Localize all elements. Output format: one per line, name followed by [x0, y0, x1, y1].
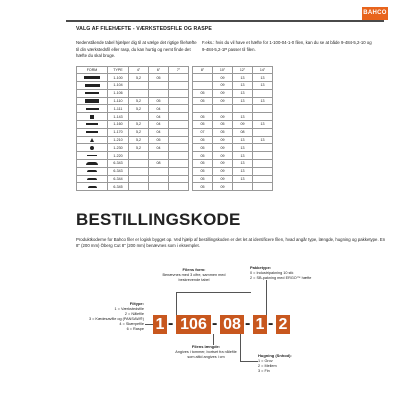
code-part-pack: 2 — [276, 315, 290, 334]
type-cell: 6-343 — [108, 159, 129, 167]
type-cell: 1-100 — [108, 74, 129, 82]
label-length — [175, 345, 237, 360]
size-cell: 09 — [213, 152, 233, 160]
size-cell — [193, 74, 213, 82]
size-cell — [169, 136, 189, 144]
connector-cut — [240, 334, 241, 361]
label-filetype — [88, 302, 144, 331]
size-cell: 05 — [213, 120, 233, 128]
table-row — [77, 128, 273, 136]
table-row — [77, 89, 273, 97]
size-cell: 05 — [193, 97, 213, 105]
size-cell: 04 — [149, 128, 169, 136]
type-cell: 1-104 — [108, 81, 129, 89]
size-cell — [253, 128, 273, 136]
size-cell — [129, 152, 149, 160]
file-profile-icon — [86, 162, 98, 165]
type-cell: 1-106 — [108, 89, 129, 97]
type-cell: 1-170 — [108, 128, 129, 136]
size-cell: 13 — [233, 152, 253, 160]
size-cell — [253, 113, 273, 121]
handle-selection-table — [76, 66, 273, 191]
size-cell — [169, 74, 189, 82]
size-cell — [129, 183, 149, 191]
size-cell: 09 — [213, 167, 233, 175]
size-cell: 13 — [233, 167, 253, 175]
size-cell — [129, 89, 149, 97]
code-part-form: 106 — [176, 315, 211, 334]
label-length-text: Angives i tommer, bortset fra nålefile som altid angives i cm — [175, 349, 237, 359]
size-cell: 13 — [233, 159, 253, 167]
table-row — [77, 81, 273, 89]
size-cell — [149, 175, 169, 183]
file-profile-icon — [85, 99, 99, 102]
size-cell: 04 — [149, 120, 169, 128]
table-row — [77, 144, 273, 152]
file-profile-icon — [87, 155, 97, 157]
code-dash: - — [168, 315, 174, 332]
size-cell: 05 — [193, 175, 213, 183]
size-cell: 09 — [213, 175, 233, 183]
size-cell: 5,2 — [129, 97, 149, 105]
form-cell — [77, 89, 108, 97]
order-code-paragraph: Produktkoderne for Bahco filer er logisk bygget op. Ved hjælp af bestillingskoden er det let at identificere filen, hvad angår type, længde, hugning og pakketype. En 8" (200 mm) Öberg Cut 8" (200 mm) benævnes som i eksemplet. — [76, 237, 386, 249]
col-header-10: 10" — [213, 67, 233, 74]
file-profile-icon — [84, 76, 100, 79]
size-cell: 13 — [233, 175, 253, 183]
size-cell — [169, 175, 189, 183]
size-cell: 09 — [213, 81, 233, 89]
form-cell — [77, 136, 108, 144]
type-cell: 6-345 — [108, 183, 129, 191]
size-cell: 13 — [233, 113, 253, 121]
size-cell: 09 — [213, 183, 233, 191]
code-part-cut: 1 — [253, 315, 267, 334]
label-type-text: 1 = Værkstedsfile 2 = Nålefile 3 = Kædesavfile og (PANSAW®) 4 = Skærpefile 6 = Raspe — [88, 306, 144, 331]
table-row — [77, 120, 273, 128]
size-cell — [253, 159, 273, 167]
table-row — [77, 175, 273, 183]
size-cell: 5,2 — [129, 144, 149, 152]
size-cell: 05 — [193, 152, 213, 160]
label-length-title: Filens længde: — [191, 344, 221, 349]
form-cell — [77, 74, 108, 82]
size-cell: 09 — [213, 159, 233, 167]
size-cell: 04 — [149, 113, 169, 121]
size-cell: 13 — [233, 89, 253, 97]
size-cell: 5,2 — [129, 105, 149, 113]
size-cell: 13 — [233, 136, 253, 144]
header-rule — [66, 20, 384, 22]
size-cell — [169, 152, 189, 160]
size-cell: 05 — [193, 183, 213, 191]
size-cell: 09 — [213, 144, 233, 152]
size-cell: 5,2 — [129, 74, 149, 82]
size-cell: 04 — [149, 105, 169, 113]
size-cell — [149, 81, 169, 89]
col-header-7: 7" — [169, 67, 189, 74]
file-profile-icon — [86, 123, 98, 125]
section-title: VALG AF FILEHÆFTE - VÆRKSTEDSFILE OG RASPE — [76, 26, 212, 32]
code-dash: - — [245, 315, 251, 332]
table-row — [77, 105, 273, 113]
label-type-title: Filtype: — [129, 301, 144, 306]
form-cell — [77, 159, 108, 167]
connector-type — [145, 324, 153, 325]
size-cell: 04 — [149, 144, 169, 152]
type-cell: 1-110 — [108, 97, 129, 105]
type-cell: 1-230 — [108, 144, 129, 152]
connector-pack — [266, 280, 267, 315]
form-cell — [77, 128, 108, 136]
size-cell: 05 — [193, 159, 213, 167]
size-cell: 05 — [213, 128, 233, 136]
size-cell — [169, 113, 189, 121]
size-cell — [129, 175, 149, 183]
size-cell — [169, 105, 189, 113]
table-row — [77, 167, 273, 175]
intro-text: Nedenstående tabel hjælper dig til at vælge det rigtige filehæfte til din værkstedsfil eller rasp, du kan hurtig og nemt finde det hæfte du skal bruge. — [76, 40, 197, 59]
size-cell — [233, 105, 253, 113]
col-header-4: 4" — [129, 67, 149, 74]
label-pack-text: 0 = Industripakning 10 stk 2 = SB-pakning med ERGO™ hæfte — [250, 270, 312, 280]
form-cell — [77, 152, 108, 160]
size-cell: 13 — [253, 120, 273, 128]
size-cell: 13 — [233, 81, 253, 89]
size-cell — [149, 89, 169, 97]
code-part-length: 08 — [220, 315, 244, 334]
form-cell — [77, 144, 108, 152]
size-cell: 05 — [149, 97, 169, 105]
size-cell — [169, 97, 189, 105]
table-row — [77, 74, 273, 82]
size-cell — [233, 183, 253, 191]
size-cell — [253, 175, 273, 183]
size-cell — [129, 81, 149, 89]
size-cell: 05 — [193, 89, 213, 97]
size-cell — [253, 152, 273, 160]
size-cell: 13 — [253, 74, 273, 82]
size-cell — [169, 128, 189, 136]
size-cell — [169, 183, 189, 191]
type-cell: 1-160 — [108, 120, 129, 128]
size-cell — [169, 144, 189, 152]
size-cell — [149, 183, 169, 191]
size-cell — [253, 89, 273, 97]
file-profile-icon — [86, 108, 99, 110]
size-cell — [129, 113, 149, 121]
type-cell: 1-143 — [108, 113, 129, 121]
size-cell: 13 — [233, 74, 253, 82]
size-cell: 13 — [233, 144, 253, 152]
size-cell — [253, 105, 273, 113]
size-cell: 09 — [213, 97, 233, 105]
file-profile-icon — [87, 178, 97, 180]
size-cell — [253, 183, 273, 191]
table-header-row — [77, 67, 273, 74]
bahco-logo: BAHCO — [362, 7, 388, 20]
file-profile-icon — [90, 146, 94, 150]
size-cell: 5,2 — [129, 120, 149, 128]
size-cell — [169, 120, 189, 128]
size-cell: 09 — [233, 120, 253, 128]
label-form — [155, 268, 233, 283]
file-profile-icon — [86, 131, 98, 133]
size-cell: 07 — [193, 128, 213, 136]
form-cell — [77, 97, 108, 105]
type-cell: 1-210 — [108, 136, 129, 144]
col-header-8: 8" — [193, 67, 213, 74]
size-cell: 09 — [213, 74, 233, 82]
file-profile-icon — [90, 115, 94, 119]
size-cell: 13 — [233, 97, 253, 105]
size-cell — [129, 159, 149, 167]
col-header-form: FORM — [77, 67, 108, 74]
size-cell: 05 — [193, 136, 213, 144]
label-form-text: Benævnes med 3 cifre, sammen med beskrevende tabel — [162, 272, 226, 282]
size-cell: 5,2 — [129, 136, 149, 144]
col-header-6: 6" — [149, 67, 169, 74]
connector-form-h — [176, 292, 251, 293]
size-cell: 05 — [193, 167, 213, 175]
file-profile-icon — [85, 92, 99, 94]
table-row — [77, 159, 273, 167]
size-cell: 05 — [193, 113, 213, 121]
type-cell: 1-111 — [108, 105, 129, 113]
form-cell — [77, 183, 108, 191]
size-cell: 05 — [149, 74, 169, 82]
type-cell: 6-343 — [108, 167, 129, 175]
form-cell — [77, 105, 108, 113]
col-header-12: 12" — [233, 67, 253, 74]
size-cell — [253, 144, 273, 152]
code-dash: - — [268, 315, 274, 332]
type-cell: 6-344 — [108, 175, 129, 183]
size-cell: 05 — [193, 120, 213, 128]
code-part-type: 1 — [153, 315, 167, 334]
label-cut — [258, 354, 308, 374]
size-cell — [149, 152, 169, 160]
label-pack-title: Pakketype: — [250, 265, 272, 270]
size-cell — [169, 81, 189, 89]
file-profile-icon — [85, 84, 100, 86]
size-cell — [169, 159, 189, 167]
connector-cut-h — [240, 361, 258, 362]
col-header-14: 14" — [253, 67, 273, 74]
table-row — [77, 97, 273, 105]
size-cell: 13 — [253, 136, 273, 144]
size-cell — [169, 89, 189, 97]
size-cell — [193, 105, 213, 113]
table-row — [77, 136, 273, 144]
size-cell: 09 — [213, 113, 233, 121]
size-cell — [193, 81, 213, 89]
size-cell — [149, 167, 169, 175]
file-profile-icon — [90, 138, 94, 142]
size-cell: 13 — [253, 81, 273, 89]
form-cell — [77, 175, 108, 183]
form-cell — [77, 81, 108, 89]
size-cell: 08 — [149, 159, 169, 167]
file-profile-icon — [87, 170, 97, 173]
size-cell — [213, 105, 233, 113]
table-row — [77, 113, 273, 121]
label-pack — [250, 266, 330, 281]
type-cell: 1-220 — [108, 152, 129, 160]
size-cell — [169, 167, 189, 175]
size-cell: 09 — [213, 89, 233, 97]
size-cell — [253, 167, 273, 175]
size-cell: 5,2 — [129, 128, 149, 136]
size-cell: 08 — [233, 128, 253, 136]
label-form-title: Filens form: — [182, 267, 206, 272]
form-cell — [77, 167, 108, 175]
file-profile-icon — [88, 186, 97, 188]
form-cell — [77, 120, 108, 128]
size-cell: 05 — [149, 136, 169, 144]
label-cut-title: Hugning (Snhod): — [258, 353, 292, 358]
size-cell: 05 — [193, 144, 213, 152]
size-cell — [129, 167, 149, 175]
table-row — [77, 183, 273, 191]
example-text: F.eks.: hvis du vil have et hæfte for 1-100-04-1-0 filen, kan du se at både 9-484-5,2-10 og 9-484-5,2-1P passer til filen. — [202, 40, 372, 52]
label-cut-text: 1 = Grov 2 = Mellem 3 = Fin — [258, 358, 277, 373]
col-header-type: TYPE — [108, 67, 129, 74]
code-dash: - — [212, 315, 218, 332]
order-code-title: BESTILLINGSKODE — [76, 210, 241, 229]
connector-form — [176, 292, 177, 315]
size-cell: 13 — [253, 97, 273, 105]
table-row — [77, 152, 273, 160]
size-cell: 09 — [213, 136, 233, 144]
form-cell — [77, 113, 108, 121]
